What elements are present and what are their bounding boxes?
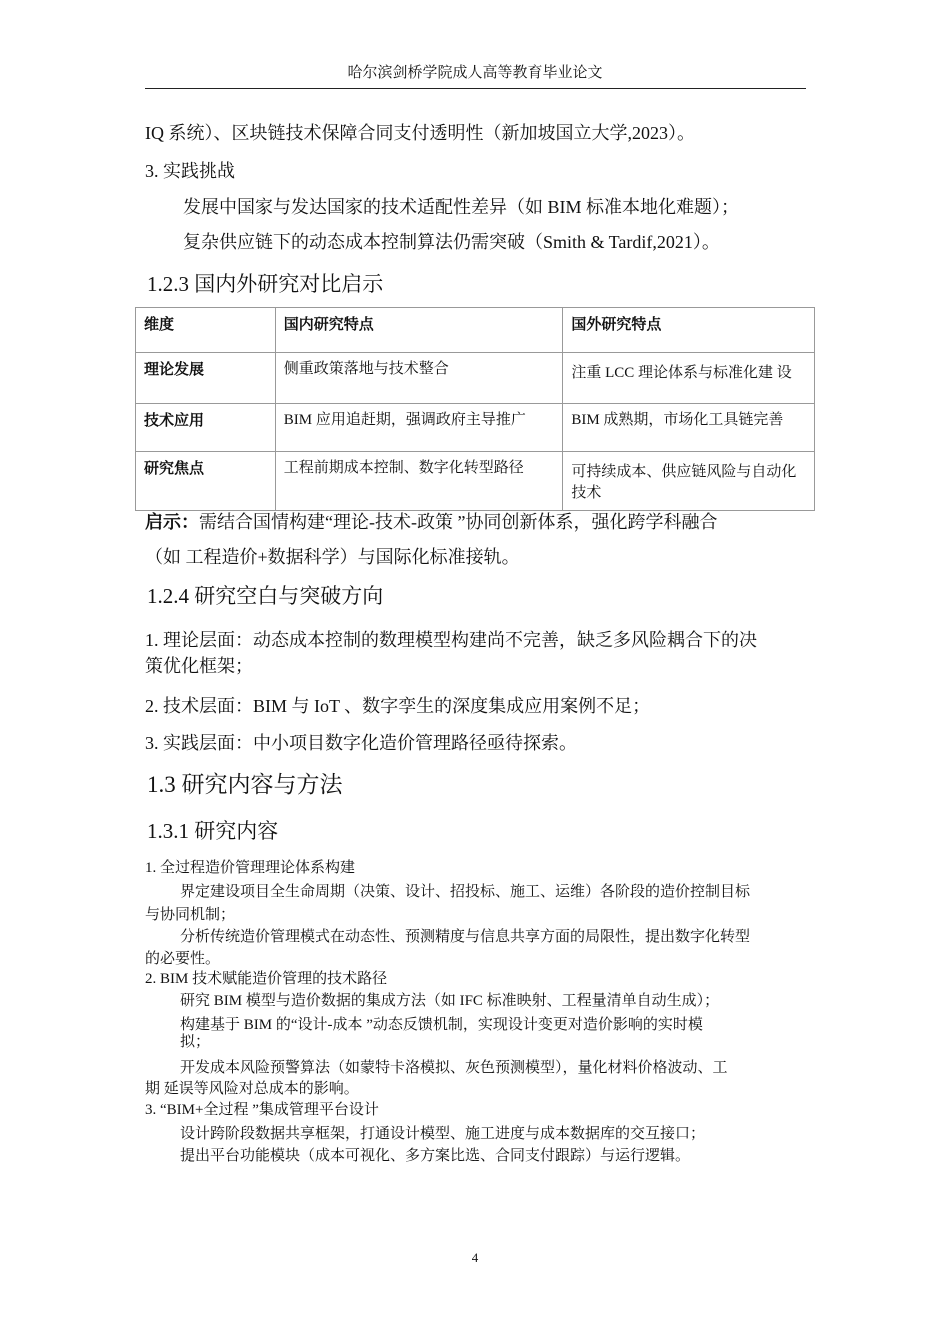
list-item: 2. BIM 技术赋能造价管理的技术路径 — [145, 971, 388, 987]
list-item: 3. 实践层面：中小项目数字化造价管理路径亟待探索。 — [145, 733, 577, 753]
section-heading: 1.3.1 研究内容 — [147, 819, 279, 843]
paragraph: 提出平台功能模块（成本可视化、多方案比选、合同支付跟踪）与运行逻辑。 — [180, 1148, 691, 1164]
header-rule — [145, 88, 806, 89]
chapter-heading: 1.3 研究内容与方法 — [147, 772, 343, 797]
list-item: 3. 实践挑战 — [145, 161, 235, 181]
paragraph: 开发成本风险预警算法（如蒙特卡洛模拟、灰色预测模型），量化材料价格波动、工 — [180, 1060, 728, 1076]
insight-label: 启示： — [145, 512, 199, 532]
table-cell: BIM 成熟期，市场化工具链完善 — [563, 404, 815, 452]
paragraph: 与协同机制； — [145, 907, 236, 923]
table-row — [136, 404, 815, 452]
paragraph: 期 延误等风险对总成本的影响。 — [145, 1081, 359, 1097]
insight-text: 需结合国情构建“理论-技术-政策 ”协同创新体系，强化跨学科融合 — [199, 512, 718, 532]
paragraph: 的必要性。 — [145, 951, 221, 967]
insight-text: （如 工程造价+数据科学）与国际化标准接轨。 — [145, 547, 520, 567]
paragraph: 设计跨阶段数据共享框架，打通设计模型、施工进度与成本数据库的交互接口； — [180, 1126, 706, 1142]
page-number: 4 — [471, 1250, 479, 1265]
table-cell: BIM 应用追赶期，强调政府主导推广 — [275, 404, 563, 452]
table-cell: 注重 LCC 理论体系与标准化建 设 — [563, 353, 815, 404]
table-header: 国内研究特点 — [275, 308, 563, 353]
paragraph: 分析传统造价管理模式在动态性、预测精度与信息共享方面的局限性，提出数字化转型 — [180, 929, 751, 945]
section-heading: 1.2.3 国内外研究对比启示 — [147, 272, 384, 296]
section-heading: 1.2.4 研究空白与突破方向 — [147, 584, 384, 608]
table-cell: 工程前期成本控制、数字化转型路径 — [275, 452, 563, 511]
table-cell: 侧重政策落地与技术整合 — [275, 353, 563, 404]
table-header-row — [136, 308, 815, 353]
comparison-table — [135, 307, 815, 511]
table-cell: 可持续成本、供应链风险与自动化技术 — [563, 452, 815, 511]
paragraph: 研究 BIM 模型与造价数据的集成方法（如 IFC 标准映射、工程量清单自动生成）； — [180, 993, 720, 1009]
table-row — [136, 353, 815, 404]
table-header: 国外研究特点 — [563, 308, 815, 353]
list-item: 2. 技术层面：BIM 与 IoT 、数字孪生的深度集成应用案例不足； — [145, 696, 651, 716]
table-cell: 技术应用 — [136, 404, 276, 452]
paragraph: 构建基于 BIM 的“设计-成本 ”动态反馈机制，实现设计变更对造价影响的实时模 — [180, 1017, 703, 1033]
list-item: 3. “BIM+全过程 ”集成管理平台设计 — [145, 1102, 379, 1118]
paragraph: 拟； — [180, 1034, 211, 1050]
paragraph: 界定建设项目全生命周期（决策、设计、招投标、施工、运维）各阶段的造价控制目标 — [180, 884, 751, 900]
table-cell: 理论发展 — [136, 353, 276, 404]
paragraph: IQ 系统）、区块链技术保障合同支付透明性（新加坡国立大学,2023）。 — [145, 123, 695, 143]
table-header: 维度 — [136, 308, 276, 353]
paragraph: 复杂供应链下的动态成本控制算法仍需突破（Smith & Tardif,2021）。 — [183, 232, 720, 252]
list-item: 策优化框架； — [145, 656, 253, 676]
table-cell: 研究焦点 — [136, 452, 276, 511]
list-item: 1. 理论层面：动态成本控制的数理模型构建尚不完善，缺乏多风险耦合下的决 — [145, 630, 757, 650]
paragraph: 发展中国家与发达国家的技术适配性差异（如 BIM 标准本地化难题）； — [183, 197, 740, 217]
table-row — [136, 452, 815, 511]
page-header: 哈尔滨剑桥学院成人高等教育毕业论文 — [347, 65, 603, 81]
list-item: 1. 全过程造价管理理论体系构建 — [145, 860, 356, 876]
